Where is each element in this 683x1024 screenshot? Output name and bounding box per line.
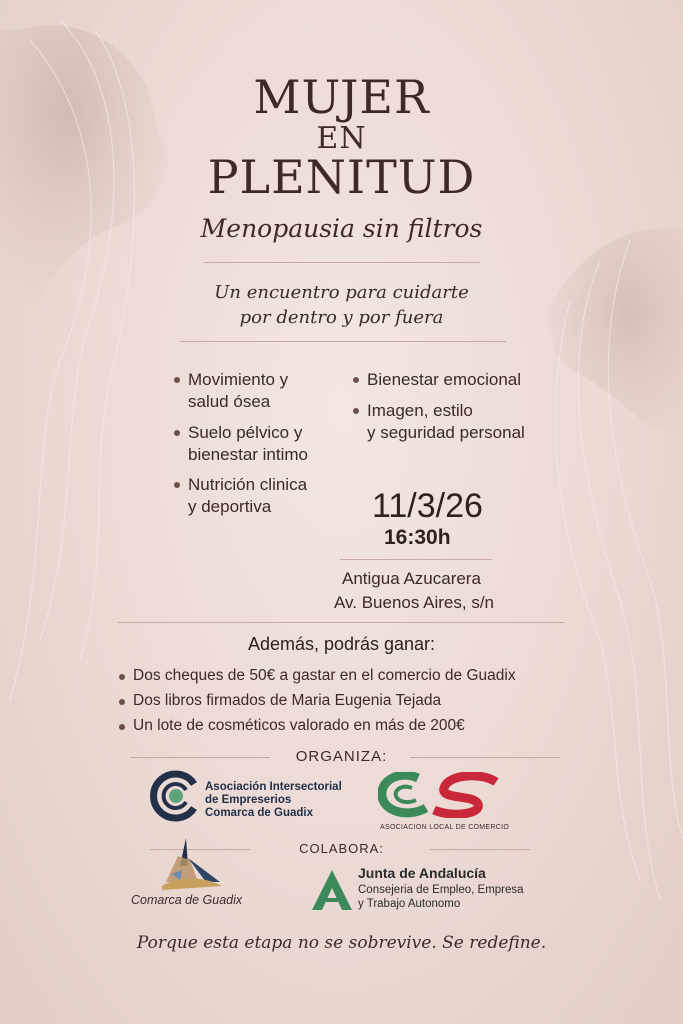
subtitle: Menopausia sin filtros <box>200 214 483 243</box>
bullet-icon <box>174 482 180 488</box>
divider <box>118 622 564 623</box>
aie-logo-text <box>205 781 342 820</box>
topic-line: Movimiento y <box>188 370 289 389</box>
divider <box>180 341 506 342</box>
topic-item <box>188 369 288 413</box>
junta-andalucia-title: Junta de Andalucía <box>358 865 486 881</box>
colabora-label: COLABORA: <box>299 841 384 856</box>
prize-item <box>133 667 516 685</box>
bullet-icon <box>174 377 180 383</box>
prizes-title: Además, podrás ganar: <box>247 634 436 654</box>
bullet-icon <box>119 699 125 705</box>
title-line-2: EN <box>316 121 367 156</box>
divider <box>410 757 560 758</box>
topic-line: bienestar intimo <box>188 445 309 464</box>
comarca-guadix-caption: Comarca de Guadix <box>131 893 243 907</box>
footer-slogan: Porque esta etapa no se sobrevive. Se redefine. <box>136 933 547 953</box>
topic-item <box>188 422 308 466</box>
title-line-1: MUJER <box>253 70 430 124</box>
venue-name: Antigua Azucarera <box>342 569 481 588</box>
topic-line: Imagen, estilo <box>367 401 473 420</box>
topic-line: Suelo pélvico y <box>188 423 303 442</box>
comarca-guadix-logo-icon <box>158 836 224 894</box>
bullet-icon <box>119 724 125 730</box>
topic-item <box>367 369 521 391</box>
organiza-label: ORGANIZA: <box>295 748 388 765</box>
logo-line: de Empreserios <box>205 794 292 806</box>
topic-item <box>367 400 525 444</box>
bullet-icon <box>119 674 125 680</box>
prize-text: Dos libros firmados de Maria Eugenia Tejada <box>133 692 442 709</box>
bullet-icon <box>353 377 359 383</box>
venue-address: Av. Buenos Aires, s/n <box>334 593 495 612</box>
logo-line: Asociación Intersectorial <box>205 781 342 793</box>
event-time: 16:30h <box>384 526 451 549</box>
junta-andalucia-logo-icon <box>310 868 354 912</box>
logo-line: Comarca de Guadix <box>205 807 314 819</box>
comercio-logo-caption: ASOCIACION LOCAL DE COMERCIO <box>380 824 510 831</box>
divider <box>430 849 530 850</box>
topic-line: Nutrición clinica <box>188 475 308 494</box>
prize-item <box>133 717 465 735</box>
topic-line: y deportiva <box>188 497 272 516</box>
topic-line: y seguridad personal <box>367 423 525 442</box>
event-date: 11/3/26 <box>372 487 483 525</box>
tagline-line-1: Un encuentro para cuidarte <box>214 282 469 303</box>
comercio-logo-icon <box>378 772 504 818</box>
title-line-3: PLENITUD <box>207 150 476 204</box>
topic-line: Bienestar emocional <box>367 370 522 389</box>
aie-logo-icon <box>148 770 200 822</box>
tagline-line-2: por dentro y por fuera <box>239 307 444 328</box>
prize-text: Dos cheques de 50€ a gastar en el comercio de Guadix <box>133 667 516 684</box>
prize-item <box>133 692 441 710</box>
junta-line: Consejeria de Empleo, Empresa <box>358 884 524 896</box>
bullet-icon <box>353 408 359 414</box>
divider <box>340 559 492 560</box>
junta-line: y Trabajo Autonomo <box>358 898 461 910</box>
topic-line: salud ósea <box>188 392 271 411</box>
prize-text: Un lote de cosméticos valorado en más de 200€ <box>133 717 465 734</box>
bullet-icon <box>174 430 180 436</box>
divider <box>204 262 480 263</box>
topic-item <box>188 474 307 518</box>
